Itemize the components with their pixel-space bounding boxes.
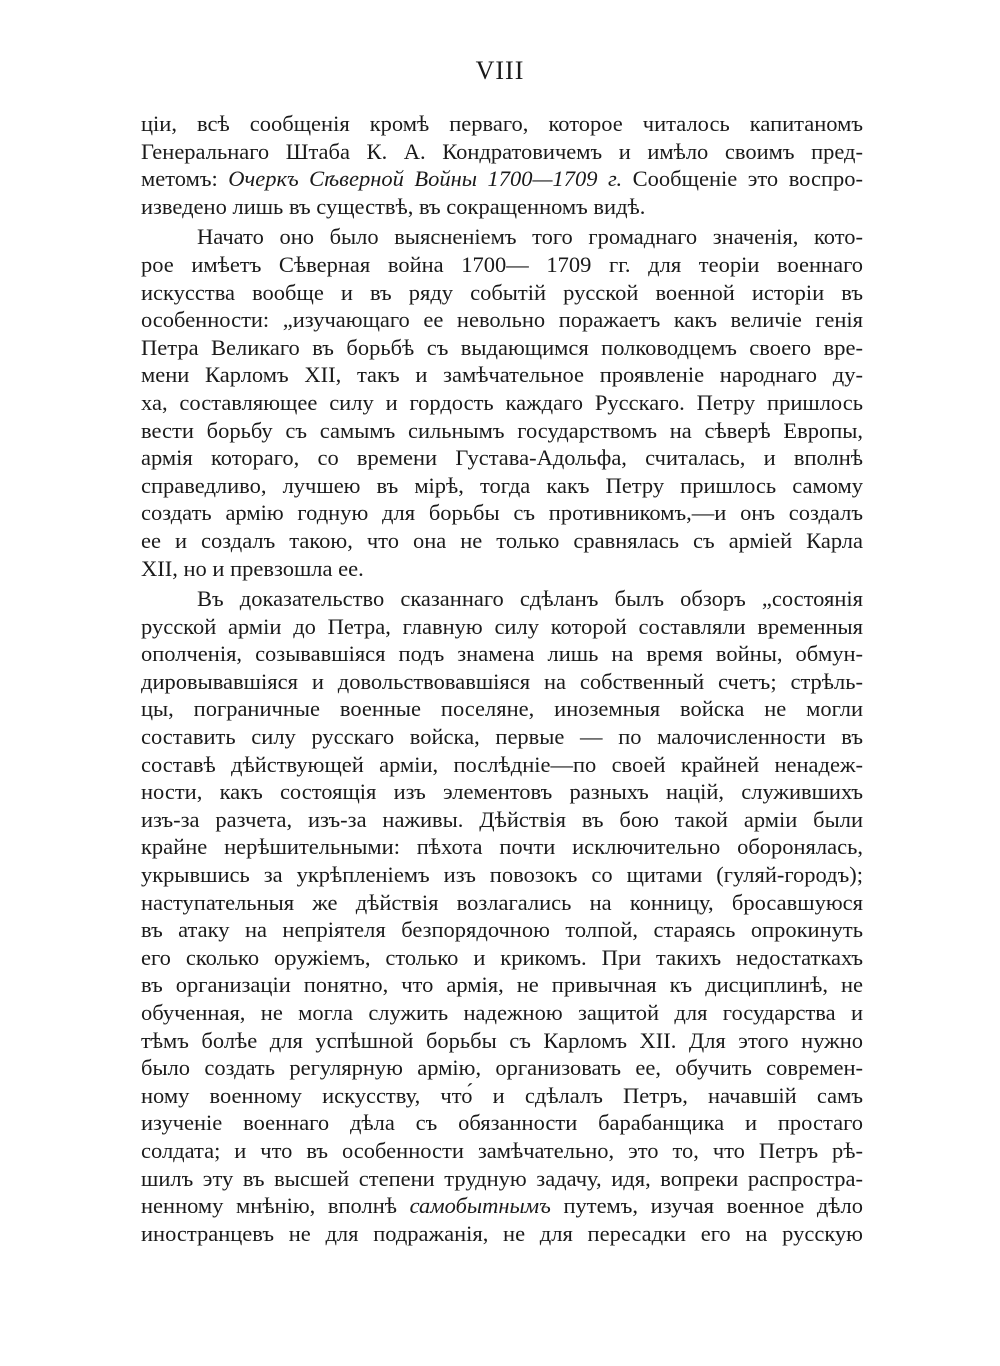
text-line: армія котораго, со времени Густава-Адольфа, считалась, и вполнѣ [141, 445, 863, 471]
text-line: ха, составляющее силу и гордость каждаго Русскаго. Петру пришлось [141, 389, 863, 415]
text-line: наступательныя же дѣйствія возлагались на конницу, бросавшуюся [141, 889, 863, 915]
text-line: изъ-за разчета, изъ-за наживы. Дѣйствія въ бою такой арміи были [141, 806, 863, 832]
text-line: Начато оно было выясненіемъ того громаднаго значенія, кото- [197, 224, 863, 250]
text-line: изведено лишь въ существѣ, въ сокращенномъ видѣ. [141, 193, 646, 219]
text-line: ціи, всѣ сообщенія кромѣ перваго, которое читалось капитаномъ [141, 111, 863, 136]
text-fragment: путемъ, изучая военное дѣло [550, 1193, 863, 1219]
paragraph-1 [141, 110, 863, 220]
text-line: ее и создалъ такою, что она не только сравнялась съ арміей Карла [141, 527, 863, 553]
text-line: справедливо, лучшею въ мірѣ, тогда какъ Петру пришлось самому [141, 472, 863, 498]
text-line [141, 1192, 863, 1220]
text-line: ному военному искусству, что́ и сдѣлалъ Петръ, начавшій самъ [141, 1082, 863, 1108]
text-line: цы, пограничные военные поселяне, иноземныя войска не могли [141, 696, 863, 722]
body-text [141, 110, 863, 1247]
text-line: въ атаку на непріятеля безпорядочною толпой, стараясь опрокинуть [141, 917, 863, 943]
text-line: составѣ дѣйствующей арміи, послѣдніе—по своей крайней ненадеж- [141, 751, 863, 777]
text-line: Петра Великаго въ борьбѣ съ выдающимся полководцемъ своего вре- [141, 334, 863, 360]
text-line: шилъ эту въ высшей степени трудную задачу, идя, вопреки распростра- [141, 1165, 863, 1191]
italic-word: самобытнымъ [409, 1193, 551, 1219]
text-line: ополченія, созывавшіяся подъ знамена лишь на время войны, обмун- [141, 641, 863, 667]
text-line: тѣмъ болѣе для успѣшной борьбы съ Карломъ XII. Для этого нужно [141, 1027, 863, 1053]
text-line: рое имѣетъ Сѣверная война 1700— 1709 гг. для теоріи военнаго [141, 251, 863, 277]
text-line: было создать регулярную армію, организовать ее, обучить современ- [141, 1055, 863, 1081]
paragraph-3 [141, 585, 863, 1247]
text-fragment: ненному мнѣнію, вполнѣ [141, 1193, 410, 1219]
text-line: вести борьбу съ самымъ сильнымъ государствомъ на сѣверѣ Европы, [141, 417, 863, 443]
page-number: VIII [475, 56, 525, 85]
text-fragment: метомъ: [141, 166, 229, 192]
text-line: изученіе военнаго дѣла съ обязанности барабанщика и простаго [141, 1110, 863, 1136]
text-line: его сколько оружіемъ, столько и крикомъ. При такихъ недостаткахъ [141, 944, 863, 970]
text-line [141, 165, 863, 193]
text-line: искусства вообще и въ ряду событій русской военной исторіи въ [141, 279, 863, 305]
text-line: крайне нерѣшительными: пѣхота почти исключительно оборонялась, [141, 834, 863, 860]
text-line: особенности: „изучающаго ее невольно поражаетъ какъ величіе генія [141, 307, 863, 333]
text-line: ности, какъ состоящія изъ элементовъ разныхъ націй, служившихъ [141, 779, 863, 805]
text-line: солдата; и что въ особенности замѣчательно, это то, что Петръ рѣ- [141, 1137, 863, 1163]
text-line: укрывшись за укрѣпленіемъ изъ повозокъ со щитами (гуляй-городъ); [141, 862, 863, 888]
text-line: дировывавшіяся и довольствовавшіяся на собственный счетъ; стрѣль- [141, 668, 863, 694]
text-line: обученная, не могла служить надежною защитой для государства и [141, 1000, 863, 1025]
paragraph-2 [141, 223, 863, 582]
text-line: русской арміи до Петра, главную силу которой составляли временныя [141, 613, 863, 639]
text-line: составить силу русскаго войска, первые — по малочисленности въ [141, 724, 863, 750]
text-line: Генеральнаго Штаба К. А. Кондратовичемъ и имѣло своимъ пред- [141, 138, 863, 164]
text-fragment: Сообщеніе это воспро- [622, 166, 863, 192]
text-line: XII, но и превзошла ее. [141, 555, 364, 581]
text-line: создать армію годную для борьбы съ противникомъ,—и онъ создалъ [141, 500, 863, 526]
text-line: иностранцевъ не для подражанія, не для пересадки его на русскую [141, 1220, 863, 1246]
text-line: Въ доказательство сказаннаго сдѣланъ былъ обзоръ „состоянія [197, 586, 863, 612]
text-line: мени Карломъ XII, такъ и замѣчательное проявленіе народнаго ду- [141, 362, 863, 388]
text-line: въ организаціи понятно, что армія, не привычная къ дисциплинѣ, не [141, 972, 863, 998]
italic-title: Очеркъ Сѣверной Войны 1700—1709 г. [228, 166, 623, 192]
